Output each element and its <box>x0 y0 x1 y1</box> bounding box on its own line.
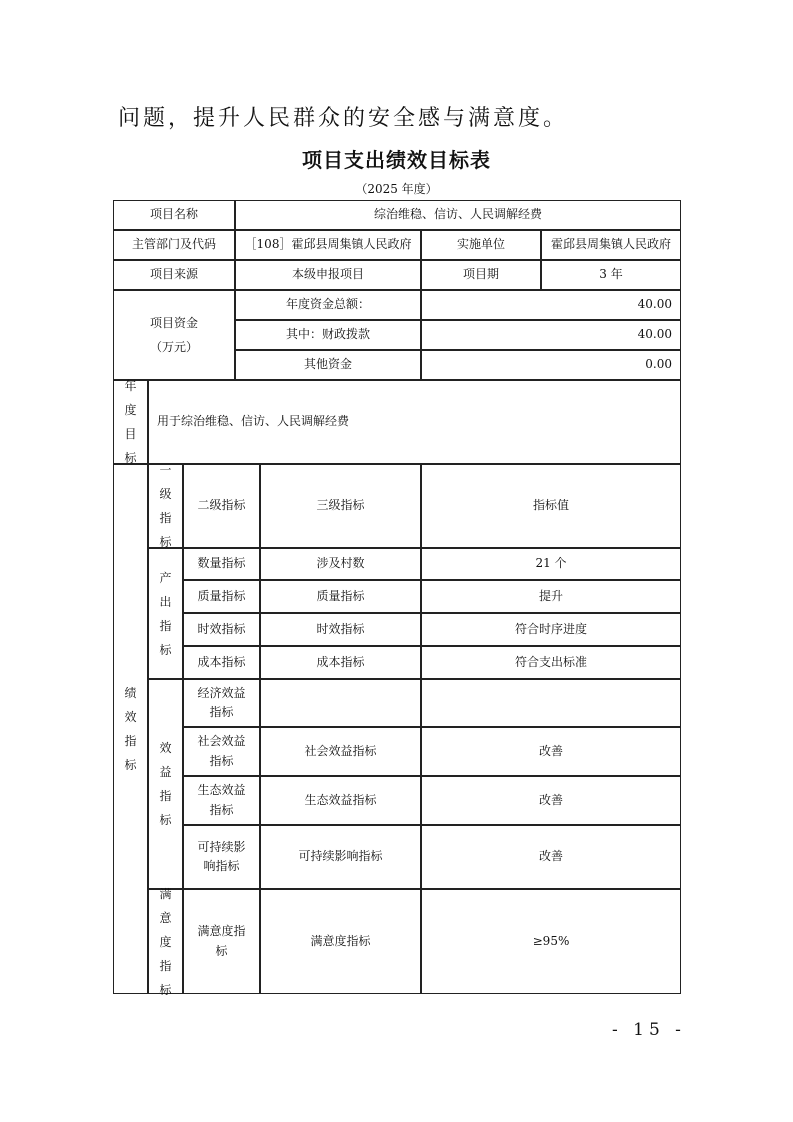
department-label-text: 主管部门及代码 <box>131 237 216 252</box>
output-value-0-text: 21 个 <box>535 556 567 571</box>
benefit-label <box>148 679 183 889</box>
satisfaction-l2-0-text: 满意度指标 <box>197 924 246 958</box>
output-value-1 <box>421 580 681 613</box>
funds-label-unit: （万元） <box>149 340 198 354</box>
output-l3-2 <box>260 613 421 646</box>
funds-row-label-0-text: 年度资金总额： <box>285 297 370 312</box>
impl-unit-label-text: 实施单位 <box>456 237 505 252</box>
header-level1-text: 一级指标 <box>159 463 172 549</box>
funds-row-value-1 <box>421 320 681 350</box>
project-name-value <box>235 200 681 230</box>
funds-row-label-0 <box>235 290 421 320</box>
performance-grid <box>113 200 681 997</box>
project-name-value-text: 综治维稳、信访、人民调解经费 <box>373 207 542 222</box>
period-value-text: 3 年 <box>599 267 623 282</box>
output-l2-2 <box>183 613 260 646</box>
indicators-group-label-text: 绩效指标 <box>124 686 137 772</box>
benefit-value-3 <box>421 825 681 889</box>
funds-row-label-1 <box>235 320 421 350</box>
output-value-2-text: 符合时序进度 <box>514 621 587 636</box>
department-label <box>113 230 235 260</box>
satisfaction-l3-0 <box>260 889 421 994</box>
benefit-l2-2-text: 生态效益指标 <box>197 783 246 817</box>
benefit-l3-1-text: 社会效益指标 <box>304 743 377 758</box>
source-label <box>113 260 235 290</box>
funds-label-title: 项目资金 <box>149 316 198 330</box>
benefit-l2-0-text: 经济效益指标 <box>197 685 246 719</box>
funds-row-value-0 <box>421 290 681 320</box>
output-l3-2-text: 时效指标 <box>316 621 365 636</box>
benefit-l2-0 <box>183 679 260 727</box>
output-value-2 <box>421 613 681 646</box>
satisfaction-value-0 <box>421 889 681 994</box>
page-number: - 15 - <box>612 1020 686 1040</box>
header-level1 <box>148 464 183 548</box>
satisfaction-l2-0 <box>183 889 260 994</box>
table-year: （2025 年度） <box>355 182 438 196</box>
impl-unit-label <box>421 230 541 260</box>
header-level3-text: 三级指标 <box>316 498 365 513</box>
period-value <box>541 260 681 290</box>
indicators-group-label <box>113 464 148 994</box>
funds-row-label-2-text: 其他资金 <box>303 357 352 372</box>
funds-row-value-1-text: 40.00 <box>637 327 672 342</box>
intro-paragraph: 问题，提升人民群众的安全感与满意度。 <box>118 106 569 131</box>
benefit-value-0 <box>421 679 681 727</box>
output-value-0 <box>421 548 681 580</box>
benefit-l3-1 <box>260 727 421 776</box>
output-l3-1-text: 质量指标 <box>316 588 365 603</box>
benefit-l3-2 <box>260 776 421 825</box>
table-title: 项目支出绩效目标表 <box>302 148 491 172</box>
annual-goal-label-text: 年度目标 <box>124 379 137 465</box>
project-name-label <box>113 200 235 230</box>
funds-row-value-2-text: 0.00 <box>645 357 672 372</box>
benefit-l3-2-text: 生态效益指标 <box>304 792 377 807</box>
period-label-text: 项目期 <box>462 267 499 282</box>
benefit-l2-3-text: 可持续影响指标 <box>197 839 246 873</box>
benefit-l2-2 <box>183 776 260 825</box>
benefit-l3-0 <box>260 679 421 727</box>
funds-label <box>113 290 235 380</box>
period-label <box>421 260 541 290</box>
output-l3-3-text: 成本指标 <box>316 654 365 669</box>
header-level2-text: 二级指标 <box>197 498 246 513</box>
funds-row-value-0-text: 40.00 <box>637 297 672 312</box>
funds-row-value-2 <box>421 350 681 380</box>
output-l3-1 <box>260 580 421 613</box>
output-label <box>148 548 183 679</box>
output-l2-1-text: 质量指标 <box>197 588 246 603</box>
output-l2-0-text: 数量指标 <box>197 556 246 571</box>
output-l2-2-text: 时效指标 <box>197 621 246 636</box>
header-value <box>421 464 681 548</box>
benefit-l2-3 <box>183 825 260 889</box>
output-l2-3 <box>183 646 260 679</box>
annual-goal-value <box>148 380 681 464</box>
funds-row-label-2 <box>235 350 421 380</box>
output-label-text: 产出指标 <box>159 570 172 657</box>
annual-goal-label <box>113 380 148 464</box>
department-value <box>235 230 421 260</box>
source-label-text: 项目来源 <box>149 267 198 282</box>
output-l3-3 <box>260 646 421 679</box>
funds-label-text <box>134 311 214 359</box>
satisfaction-label-text: 满意度指标 <box>159 886 172 997</box>
benefit-value-1 <box>421 727 681 776</box>
output-l2-0 <box>183 548 260 580</box>
benefit-value-2 <box>421 776 681 825</box>
source-value-text: 本级申报项目 <box>291 267 364 282</box>
benefit-label-text: 效益指标 <box>159 741 172 827</box>
benefit-value-3-text: 改善 <box>538 849 563 864</box>
output-value-3-text: 符合支出标准 <box>514 654 587 669</box>
annual-goal-value-text: 用于综治维稳、信访、人民调解经费 <box>157 414 350 429</box>
source-value <box>235 260 421 290</box>
satisfaction-label <box>148 886 183 997</box>
output-l3-0-text: 涉及村数 <box>316 556 365 571</box>
output-value-3 <box>421 646 681 679</box>
output-l2-1 <box>183 580 260 613</box>
department-value-text: ［108］霍邱县周集镇人民政府 <box>244 237 412 252</box>
benefit-l2-1 <box>183 727 260 776</box>
benefit-value-2-text: 改善 <box>538 792 563 807</box>
header-level3 <box>260 464 421 548</box>
funds-row-label-1-text: 其中：财政拨款 <box>285 327 370 342</box>
output-l3-0 <box>260 548 421 580</box>
header-level2 <box>183 464 260 548</box>
output-value-1-text: 提升 <box>538 588 563 603</box>
benefit-value-1-text: 改善 <box>538 743 563 758</box>
benefit-l3-3-text: 可持续影响指标 <box>298 849 383 864</box>
benefit-l3-3 <box>260 825 421 889</box>
output-l2-3-text: 成本指标 <box>197 654 246 669</box>
impl-unit-value-text: 霍邱县周集镇人民政府 <box>550 237 671 252</box>
impl-unit-value <box>541 230 681 260</box>
project-name-label-text: 项目名称 <box>149 207 198 222</box>
satisfaction-value-0-text: ≥95% <box>532 933 570 948</box>
benefit-l2-1-text: 社会效益指标 <box>197 734 246 768</box>
satisfaction-l3-0-text: 满意度指标 <box>310 933 371 948</box>
header-value-text: 指标值 <box>532 498 569 513</box>
